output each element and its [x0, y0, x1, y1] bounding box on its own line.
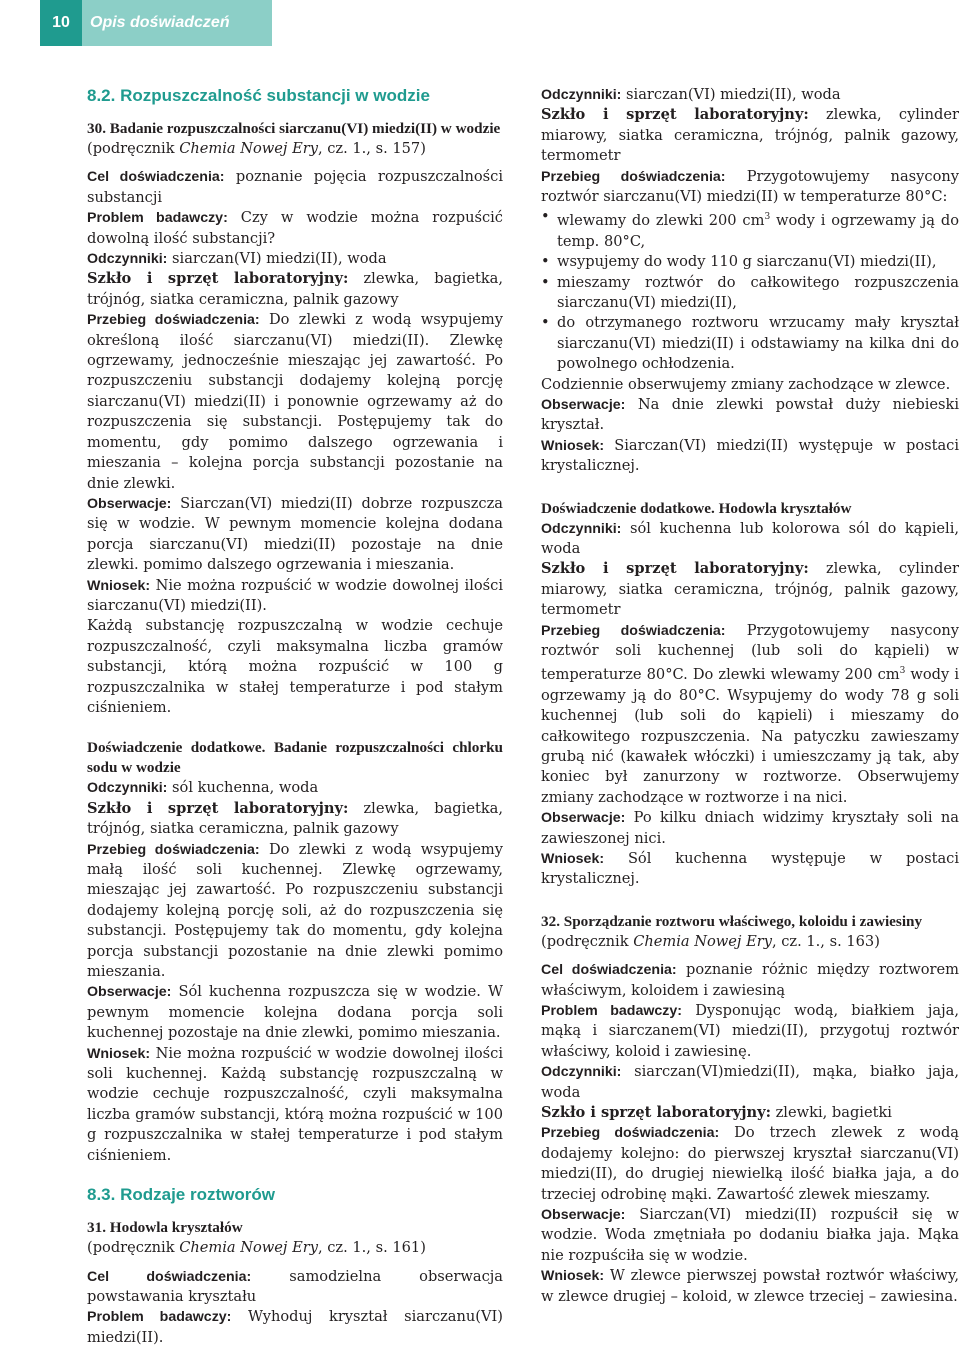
conclusion-paragraph: Wniosek: Siarczan(VI) miedzi(II) występuje w postaci krystalicznej. [541, 436, 959, 475]
right-column [541, 85, 959, 1307]
observations-paragraph: Obserwacje: Sól kuchenna rozpuszcza się w wodzie. W pewnym momencie kolejna dodana porcja soli kuchennej pozostaje na dnie zlewki, pomimo mieszania. [87, 983, 503, 1042]
reagents-paragraph: Odczynniki: siarczan(VI) miedzi(II), woda [87, 250, 387, 268]
equipment-paragraph: Szkło i sprzęt laboratoryjny: zlewki, bagietki [541, 1104, 892, 1121]
list-item: • do otrzymanego roztworu wrzucamy mały kryształ siarczanu(VI) miedzi(II) i odstawiamy na kilka dni do powolnego ochłodzenia. [541, 313, 959, 374]
aim-paragraph: Cel doświadczenia: poznanie pojęcia rozpuszczalności substancji [87, 168, 504, 206]
conclusion-paragraph: Wniosek: W zlewce pierwszej powstał roztwór właściwy, w zlewce drugiej – koloid, w zlewce trzeciej – zawiesina. [541, 1267, 959, 1305]
running-title: Opis doświadczeń [82, 0, 272, 46]
extra-experiment-title: Doświadczenie dodatkowe. Badanie rozpuszczalności chlorku sodu w wodzie [87, 739, 503, 777]
aim-paragraph: Cel doświadczenia: poznanie różnic między roztworem właściwym, koloidem i zawiesiną [541, 961, 959, 999]
textbook-reference: (podręcznik Chemia Nowej Ery, cz. 1., s. 157) [87, 140, 426, 157]
procedure-paragraph: Przebieg doświadczenia: Do zlewki z wodą wsypujemy małą ilość soli kuchennej. Zlewkę ogrzewamy, mieszając jej zawartość. Po rozpuszczeniu substancji dodajemy kolejną porcję soli, aż do rozpuszczenia się substancji. Postępujemy tak do momentu, gdy kolejna porcja substancji pozostanie na dnie zlewki pomimo mieszania. [87, 840, 503, 981]
note-paragraph: Codziennie obserwujemy zmiany zachodzące w zlewce. [541, 375, 951, 393]
experiment-title: 32. Sporządzanie roztworu właściwego, koloidu i zawiesiny [541, 912, 923, 930]
procedure-paragraph: Przebieg doświadczenia: Do trzech zlewek z wodą dodajemy kolejno: do pierwszej kryształ siarczanu(VI) miedzi(II), do drugiej niewielką ilość białka jaja, a do trzeciej odrobinę mąki. Zawartość zlewek mieszamy. [541, 1124, 959, 1203]
procedure-paragraph: Przebieg doświadczenia: Przygotowujemy nasycony roztwór soli kuchennej (lub soli do kąpieli) w temperaturze 80°C. Do zlewki wlewamy 200 $cm^3$ wody i ogrzewamy ją do 80°C. Wsypujemy do wody 78 g soli kuchennej (lub soli do kąpieli) i mieszamy do całkowitego rozpuszczenia. Na patyczku zawieszamy grubą nić (kawałek włóczki) i umieszczamy ją tak, aby koniec był zanurzony w roztworze. Obserwujemy zmiany zachodzące w roztworze i na nici. [541, 621, 959, 806]
equipment-paragraph: Szkło i sprzęt laboratoryjny: zlewka, cylinder miarowy, siatka ceramiczna, trójnóg, palnik gazowy, termometr [541, 106, 959, 165]
observations-paragraph: Obserwacje: Siarczan(VI) miedzi(II) rozpuścił się w wodzie. Woda zmętniała po dodaniu białka jaja. Mąka nie rozpuściła się w wodzie. [541, 1206, 959, 1264]
problem-paragraph: Problem badawczy: Dysponując wodą, białkiem jaja, mąką i siarczanem(VI) miedzi(II), przygotuj roztwór właściwy, koloid i zawiesinę. [541, 1001, 959, 1060]
problem-paragraph: Problem badawczy: Wyhoduj kryształ siarczanu(VI) miedzi(II). [87, 1308, 503, 1346]
list-item: • wlewamy do zlewki 200 $cm^3$ wody i ogrzewamy ją do temp. 80°C, [541, 207, 959, 252]
extra-experiment-title: Doświadczenie dodatkowe. Hodowla kryształów [541, 499, 852, 517]
equipment-paragraph: Szkło i sprzęt laboratoryjny: zlewka, cylinder miarowy, siatka ceramiczna, trójnóg, palnik gazowy, termometr [541, 560, 959, 619]
page-number: 10 [40, 0, 82, 46]
list-item: • wsypujemy do wody 110 g siarczanu(VI) miedzi(II), [541, 252, 959, 272]
conclusion-paragraph: Wniosek: Nie można rozpuścić w wodzie dowolnej ilości soli kuchennej. Każdą substancję rozpuszczalną w wodzie cechuje rozpuszczalność, czyli maksymalna liczba gramów substancji, którą można rozpuścić w 100 g rozpuszczalnika w stałej temperaturze i pod stałym ciśnieniem. [87, 1044, 503, 1164]
procedure-steps [541, 207, 959, 374]
aim-paragraph: Cel doświadczenia: samodzielna obserwacja powstawania kryształu [87, 1267, 503, 1305]
observations-paragraph: Obserwacje: Siarczan(VI) miedzi(II) dobrze rozpuszcza się w wodzie. W pewnym momencie kolejna dodana porcja siarczanu(VI) miedzi(II) pozostaje na dnie zlewki. pomimo dalszego ogrzewania i mieszania. [87, 494, 503, 574]
section-heading: 8.3. Rodzaje roztworów [87, 1185, 275, 1205]
equipment-paragraph: Szkło i sprzęt laboratoryjny: zlewka, bagietka, trójnóg, siatka ceramiczna, palnik gazowy [87, 270, 504, 308]
section-heading: 8.2. Rozpuszczalność substancji w wodzie [87, 86, 430, 105]
experiment-title: 31. Hodowla kryształów [87, 1219, 243, 1237]
left-column [87, 85, 503, 1348]
definition-paragraph: Każdą substancję rozpuszczalną w wodzie cechuje rozpuszczalność, czyli maksymalna liczba gramów substancji, którą można rozpuścić w 100 g rozpuszczalnika w stałej temperaturze i pod stałym ciśnieniem. [87, 617, 503, 716]
problem-paragraph: Problem badawczy: Czy w wodzie można rozpuścić dowolną ilość substancji? [87, 209, 503, 247]
reagents-paragraph: Odczynniki: siarczan(VI) miedzi(II), woda [541, 86, 841, 103]
observations-paragraph: Obserwacje: Na dnie zlewki powstał duży niebieski kryształ. [541, 395, 959, 434]
procedure-paragraph: Przebieg doświadczenia: Do zlewki z wodą wsypujemy określoną ilość siarczanu(VI) miedzi(II). Zlewkę ogrzewamy, jednocześnie mieszając jej zawartość. Po rozpuszczeniu substancji dodajemy kolejną porcję siarczanu(VI) miedzi(II) i ponownie ogrzewamy aż do rozpuszczenia się substancji. Postępujemy tak do momentu, gdy pomimo dalszego ogrzewania i mieszania – kolejna porcja substancji pozostanie na dnie zlewki. [87, 311, 503, 492]
textbook-reference: (podręcznik Chemia Nowej Ery, cz. 1., s. 161) [87, 1239, 426, 1257]
list-item: • mieszamy roztwór do całkowitego rozpuszczenia siarczanu(VI) miedzi(II), [541, 273, 959, 314]
textbook-reference: (podręcznik Chemia Nowej Ery, cz. 1., s. 163) [541, 932, 880, 950]
reagents-paragraph: Odczynniki: siarczan(VI)miedzi(II), mąka, białko jaja, woda [541, 1063, 959, 1101]
procedure-paragraph: Przebieg doświadczenia: Przygotowujemy nasycony roztwór siarczanu(VI) miedzi(II) w temperaturze 80°C: [541, 167, 959, 206]
reagents-paragraph: Odczynniki: sól kuchenna lub kolorowa sól do kąpieli, woda [541, 519, 959, 557]
equipment-paragraph: Szkło i sprzęt laboratoryjny: zlewka, bagietka, trójnóg, siatka ceramiczna, palnik gazowy [87, 799, 504, 838]
reagents-paragraph: Odczynniki: sól kuchenna, woda [87, 779, 319, 797]
page-header [0, 0, 960, 46]
conclusion-paragraph: Wniosek: Sól kuchenna występuje w postaci krystalicznej. [541, 849, 959, 888]
conclusion-paragraph: Wniosek: Nie można rozpuścić w wodzie dowolnej ilości siarczanu(VI) miedzi(II). [87, 576, 503, 614]
experiment-title: 30. Badanie rozpuszczalności siarczanu(VI) miedzi(II) w wodzie [87, 120, 501, 137]
observations-paragraph: Obserwacje: Po kilku dniach widzimy kryształy soli na zawieszonej nici. [541, 809, 959, 847]
